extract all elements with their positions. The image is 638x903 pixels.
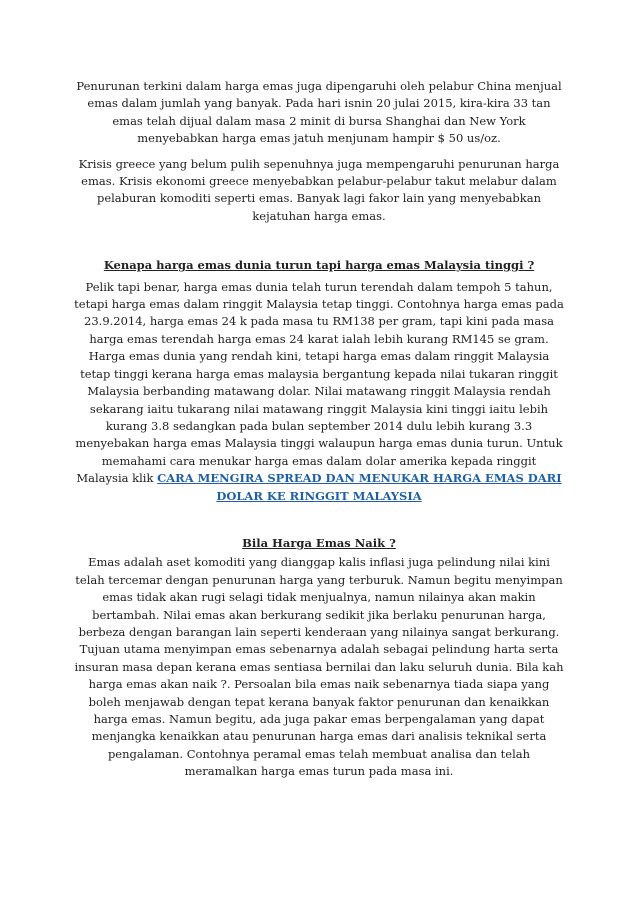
paragraph-greece-crisis: Krisis greece yang belum pulih sepenuhnya juga mempengaruhi penurunan harga emas. Krisis ekonomi greece menyebabkan pelabur-pelabur takut melabur dalam pelaburan komoditi seperti emas. Banyak lagi fakor lain yang menyebabkan kejatuhan harga emas. <box>78 156 560 223</box>
paragraph-china-selling: Penurunan terkini dalam harga emas juga dipengaruhi oleh pelabur China menjual emas dalam jumlah yang banyak. Pada hari isnin 20 julai 2015, kira-kira 33 tan emas telah dijual dalam masa 2 minit di bursa Shanghai dan New York menyebabkan harga emas jatuh menjunam hampir $ 50 us/oz. <box>76 79 562 146</box>
heading-malaysia-price: Kenapa harga emas dunia turun tapi harga emas Malaysia tinggi ? <box>103 258 535 273</box>
spread-conversion-link[interactable]: CARA MENGIRA SPREAD DAN MENUKAR HARGA EMAS DARI DOLAR KE RINGGIT MALAYSIA <box>157 471 562 503</box>
paragraph-gold-asset: Emas adalah aset komoditi yang dianggap kalis inflasi juga pelindung nilai kini telah tercemar dengan penurunan harga yang terburuk. Namun begitu menyimpan emas tidak akan rugi selagi tidak menjualnya, namun nilainya akan makin bertambah. Nilai emas akan berkurang sedikit jika berlaku penurunan harga, berbeza dengan barangan lain seperti kenderaan yang nilainya sangat berkurang. Tujuan utama menyimpan emas sebenarnya adalah sebagai pelindung harta serta insuran masa depan kerana emas sentiasa bernilai dan laku seluruh dunia. Bila kah harga emas akan naik ?. Persoalan bila emas naik sebenarnya tiada siapa yang boleh menjawab dengan tepat kerana banyak faktor penurunan dan kenaikkan harga emas. Namun begitu, ada juga pakar emas berpengalaman yang dapat menjangka kenaikkan atau penurunan harga emas dari analisis teknikal serta pengalaman. Contohnya peramal emas telah membuat analisa dan telah meramalkan harga emas turun pada masa ini. <box>74 555 564 779</box>
paragraph-ringgit-exchange <box>74 279 564 505</box>
heading-price-rise: Bila Harga Emas Naik ? <box>242 535 396 550</box>
paragraph-ringgit-text: Pelik tapi benar, harga emas dunia telah turun terendah dalam tempoh 5 tahun, tetapi harga emas dalam ringgit Malaysia tetap tinggi. Contohnya harga emas pada 23.9.2014, harga emas 24 k pada masa tu RM138 per gram, tapi kini pada masa harga emas terendah harga emas 24 karat ialah lebih kurang RM145 se gram. Harga emas dunia yang rendah kini, tetapi harga emas dalam ringgit Malaysia tetap tinggi kerana harga emas malaysia bergantung kepada nilai tukaran ringgit Malaysia berbanding matawang dolar. Nilai matawang ringgit Malaysia rendah sekarang iaitu tukarang nilai matawang ringgit Malaysia kini tinggi iaitu lebih kurang 3.8 sedangkan pada bulan september 2014 dulu lebih kurang 3.3 menyebakan harga emas Malaysia tinggi walaupun harga emas dunia turun. Untuk memahami cara menukar harga emas dalam dolar amerika kepada ringgit Malaysia klik <box>74 279 564 486</box>
